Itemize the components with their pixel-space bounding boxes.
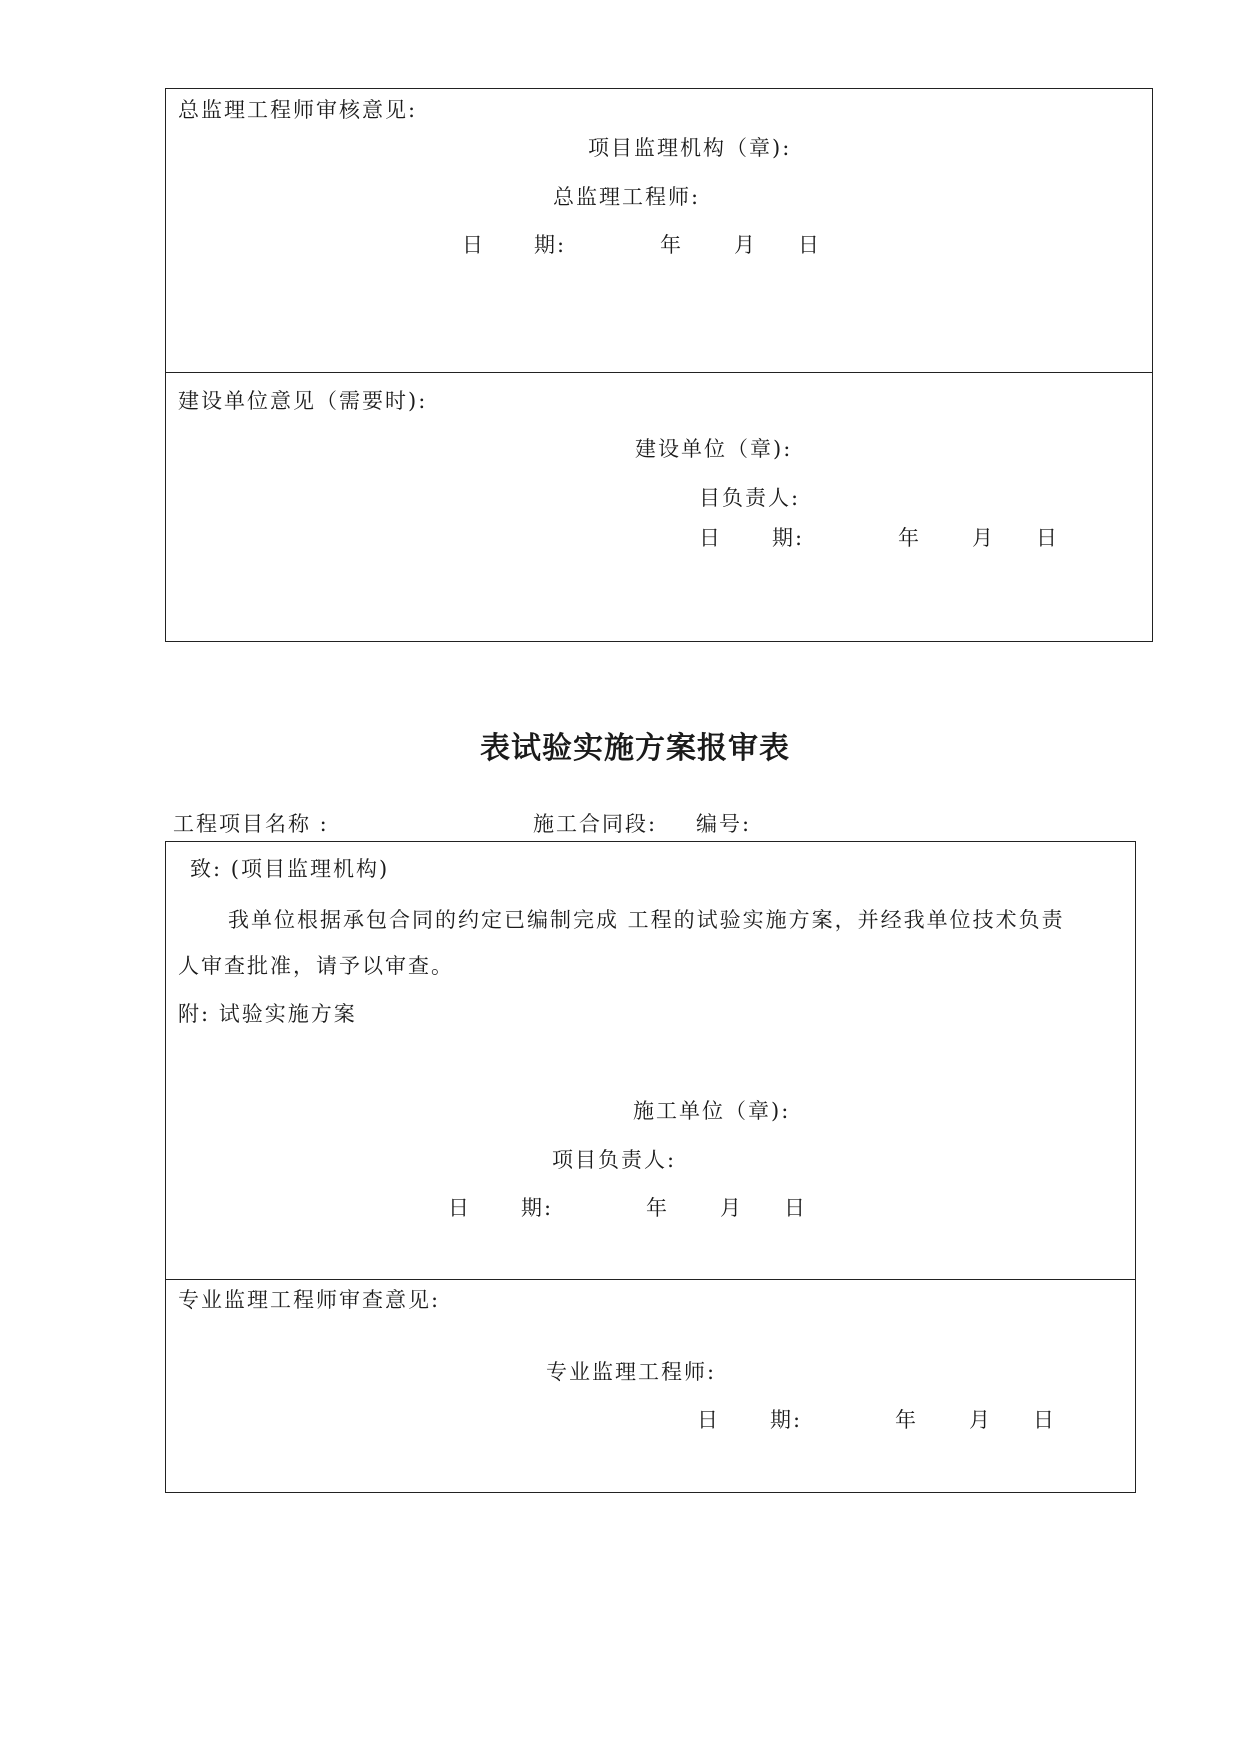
body-text-line-1: 我单位根据承包合同的约定已编制完成 工程的试验实施方案，并经我单位技术负责 xyxy=(228,908,1065,932)
contract-section-label: 施工合同段: xyxy=(533,812,658,836)
date-day: 日 xyxy=(784,1196,807,1220)
date-year: 年 xyxy=(895,1408,918,1432)
date-day: 日 xyxy=(1036,526,1059,550)
date-label-ri: 日 xyxy=(448,1196,471,1220)
date-label-ri: 日 xyxy=(699,526,722,550)
contractor-seal-label: 施工单位（章): xyxy=(633,1099,791,1123)
project-name-label: 工程项目名称 : xyxy=(173,812,329,836)
date-day: 日 xyxy=(1033,1408,1056,1432)
date-month: 月 xyxy=(720,1196,743,1220)
top-table xyxy=(165,88,1153,642)
date-label-qi: 期: xyxy=(770,1408,803,1432)
date-year: 年 xyxy=(660,233,683,257)
date-year: 年 xyxy=(646,1196,669,1220)
chief-review-label: 总监理工程师审核意见: xyxy=(178,98,418,122)
specialist-review-label: 专业监理工程师审查意见: xyxy=(178,1288,441,1312)
number-label: 编号: xyxy=(696,812,752,836)
body-text-line-2: 人审查批准，请予以审查。 xyxy=(178,954,454,978)
form-title: 表试验实施方案报审表 xyxy=(480,731,790,766)
addressee-line: 致: (项目监理机构) xyxy=(190,857,390,881)
date-day: 日 xyxy=(798,233,821,257)
attachment-line: 附: 试验实施方案 xyxy=(178,1002,357,1026)
date-month: 月 xyxy=(972,526,995,550)
project-manager-label: 项目负责人: xyxy=(552,1148,677,1172)
submission-table-divider xyxy=(165,1279,1136,1280)
owner-opinion-label: 建设单位意见（需要时): xyxy=(178,389,428,413)
owner-responsible-label: 目负责人: xyxy=(699,486,801,510)
top-table-divider xyxy=(165,372,1153,373)
owner-seal-label: 建设单位（章): xyxy=(635,437,793,461)
specialist-engineer-label: 专业监理工程师: xyxy=(546,1360,717,1384)
date-label-ri: 日 xyxy=(697,1408,720,1432)
date-year: 年 xyxy=(898,526,921,550)
date-label-qi: 期: xyxy=(772,526,805,550)
date-month: 月 xyxy=(734,233,757,257)
date-month: 月 xyxy=(969,1408,992,1432)
date-label-qi: 期: xyxy=(534,233,567,257)
date-label-ri: 日 xyxy=(462,233,485,257)
chief-engineer-label: 总监理工程师: xyxy=(553,185,701,209)
org-seal-label: 项目监理机构（章): xyxy=(588,136,792,160)
date-label-qi: 期: xyxy=(521,1196,554,1220)
